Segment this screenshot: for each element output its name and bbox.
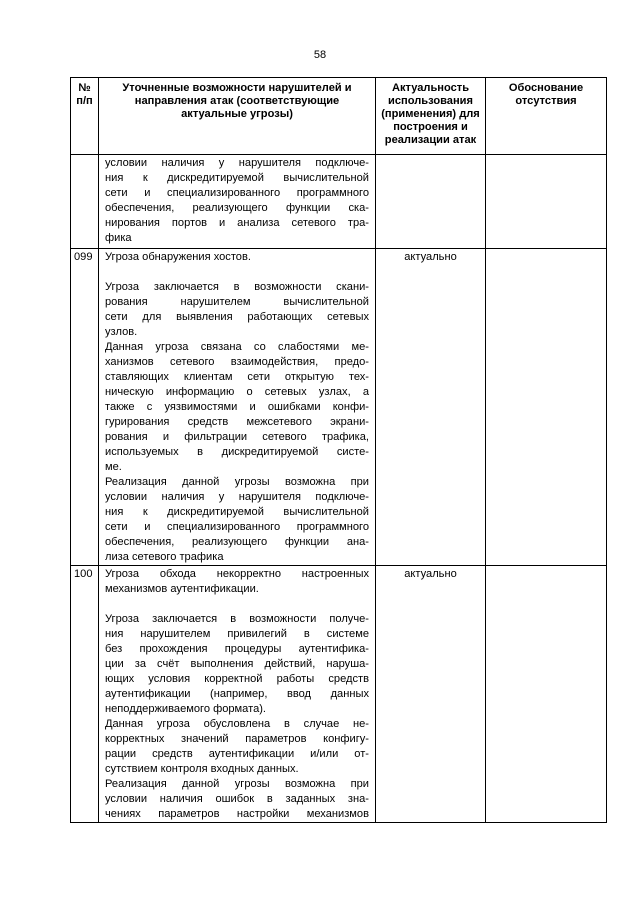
cell-relevance <box>376 155 486 249</box>
header-justification: Обоснование отсутствия <box>486 78 607 155</box>
table-header-row <box>71 78 607 155</box>
text-line: неподдерживаемого формата). <box>105 703 267 715</box>
text-line: Угроза заключается в возможности скани- <box>105 281 369 293</box>
cell-number: 099 <box>71 249 99 566</box>
text-line: сутствием контроля входных данных. <box>105 763 299 775</box>
cell-justification <box>486 249 607 566</box>
text-line: рования и фильтрации сетевого трафика, <box>105 431 369 443</box>
header-number: № п/п <box>71 78 99 155</box>
cell-description <box>99 566 376 823</box>
text-line: Данная угроза обусловлена в случае не- <box>105 718 369 730</box>
text-line: сети и специализированного программного <box>105 187 369 199</box>
text-line: лиза сетевого трафика <box>105 551 224 563</box>
text-line: ническую информацию о сетевых узлах, а <box>105 386 369 398</box>
text-line: ханизмов сетевого взаимодействия, предо- <box>105 356 369 368</box>
cell-description <box>99 249 376 566</box>
text-line: Реализация данной угрозы возможна при <box>105 476 369 488</box>
text-line: условии наличия ошибок в заданных зна- <box>105 793 369 805</box>
text-line: ния к дискредитируемой вычислительной <box>105 172 369 184</box>
text-line: ции за счёт выполнения действий, наруша- <box>105 658 369 670</box>
text-line: гурирования средств межсетевого экрани- <box>105 416 369 428</box>
paragraph-gap <box>105 597 369 612</box>
text-line: сети для выявления работающих сетевых <box>105 311 369 323</box>
header-relevance: Актуальность использования (применения) для построения и реализации атак <box>376 78 486 155</box>
text-line: чениях параметров настройки механизмов <box>105 808 369 820</box>
threat-title: Угроза обхода некорректно настроенных <box>105 568 369 580</box>
text-line: рации средств аутентификации и/или от- <box>105 748 369 760</box>
text-line: также с уязвимостями и ошибками конфи- <box>105 401 369 413</box>
threat-title: Угроза обнаружения хостов. <box>105 251 251 263</box>
cell-description <box>99 155 376 249</box>
text-line: нирования портов и анализа сетевого тра- <box>105 217 369 229</box>
text-line: Реализация данной угрозы возможна при <box>105 778 369 790</box>
table-row-099 <box>71 249 607 566</box>
text-line: узлов. <box>105 326 138 338</box>
text-line: условии наличия у нарушителя подключе- <box>105 491 369 503</box>
cell-relevance: актуально <box>376 249 486 566</box>
text-line: без прохождения процедуры аутентифика- <box>105 643 369 655</box>
text-line: ме. <box>105 461 122 473</box>
text-line: ющих условия корректной работы средств <box>105 673 369 685</box>
text-line: условии наличия у нарушителя подключе- <box>105 157 369 169</box>
text-line: используемых в дискредитируемой систе- <box>105 446 369 458</box>
threat-title: механизмов аутентификации. <box>105 583 259 595</box>
text-line: Угроза заключается в возможности получе- <box>105 613 369 625</box>
text-line: Данная угроза связана со слабостями ме- <box>105 341 369 353</box>
text-line: фика <box>105 232 132 244</box>
cell-relevance: актуально <box>376 566 486 823</box>
cell-justification <box>486 155 607 249</box>
text-line: ния к дискредитируемой вычислительной <box>105 506 369 518</box>
cell-number: 100 <box>71 566 99 823</box>
paragraph-gap <box>105 265 369 280</box>
threats-table <box>70 77 607 823</box>
header-description: Уточненные возможности нарушителей и направления атак (соответствующие актуальные угрозы) <box>99 78 376 155</box>
text-line: обеспечения, реализующего функции ана- <box>105 536 369 548</box>
text-line: обеспечения, реализующего функции ска- <box>105 202 369 214</box>
cell-justification <box>486 566 607 823</box>
text-line: ставляющих клиентам сети открытую тех- <box>105 371 369 383</box>
text-line: ния нарушителем привилегий в системе <box>105 628 369 640</box>
cell-number <box>71 155 99 249</box>
table-row-100 <box>71 566 607 823</box>
text-line: сети и специализированного программного <box>105 521 369 533</box>
text-line: корректных значений параметров конфигу- <box>105 733 369 745</box>
table-row-continuation <box>71 155 607 249</box>
text-line: аутентификации (например, ввод данных <box>105 688 369 700</box>
text-line: рования нарушителем вычислительной <box>105 296 369 308</box>
page-number: 58 <box>313 49 327 61</box>
